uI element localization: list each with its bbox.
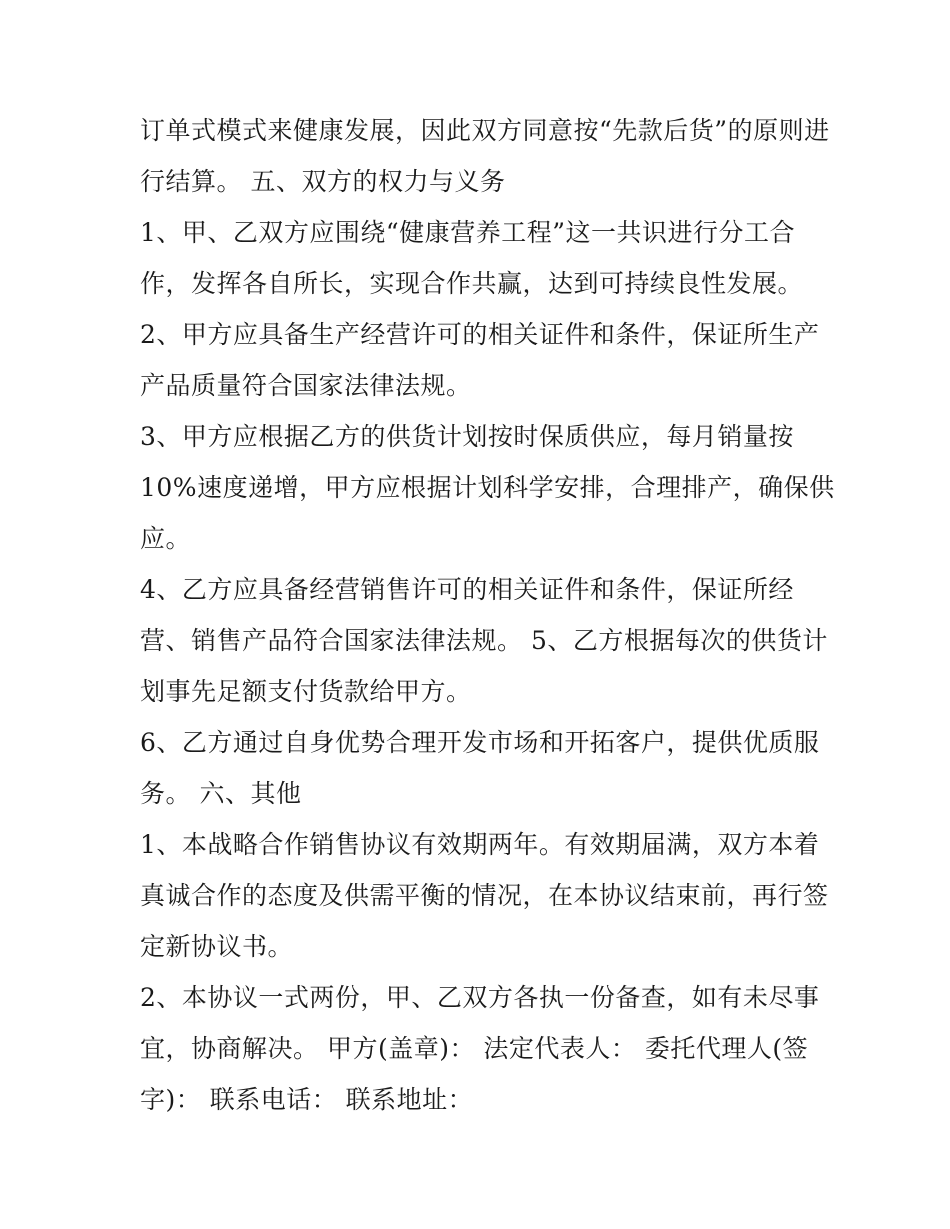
text-line: 应。 (140, 524, 192, 553)
text-line: 10%速度递增，甲方应根据计划科学安排，合理排产，确保供 (140, 473, 835, 502)
text-line: 行结算。 五、双方的权力与义务 (140, 167, 506, 196)
text-line: 定新协议书。 (140, 932, 294, 961)
text-line: 6、乙方通过自身优势合理开发市场和开拓客户，提供优质服 (140, 728, 820, 757)
text-line: 订单式模式来健康发展，因此双方同意按“先款后货”的原则进 (140, 116, 830, 145)
text-line: 字)： 联系电话： 联系地址： (140, 1085, 474, 1114)
text-line: 宜，协商解决。 甲方(盖章)： 法定代表人： 委托代理人(签 (140, 1034, 809, 1063)
text-line: 划事先足额支付货款给甲方。 (140, 677, 472, 706)
contract-text (140, 105, 835, 1125)
text-line: 务。 六、其他 (140, 779, 302, 808)
text-line: 营、销售产品符合国家法律法规。 5、乙方根据每次的供货计 (140, 626, 828, 655)
text-line: 1、甲、乙双方应围绕“健康营养工程”这一共识进行分工合 (140, 218, 795, 247)
text-line: 2、甲方应具备生产经营许可的相关证件和条件，保证所生产 (140, 320, 820, 349)
text-line: 真诚合作的态度及供需平衡的情况，在本协议结束前，再行签 (140, 881, 829, 910)
text-line: 2、本协议一式两份，甲、乙双方各执一份备查，如有未尽事 (140, 983, 820, 1012)
text-line: 产品质量符合国家法律法规。 (140, 371, 472, 400)
text-line: 4、乙方应具备经营销售许可的相关证件和条件，保证所经 (140, 575, 794, 604)
text-line: 1、本战略合作销售协议有效期两年。有效期届满，双方本着 (140, 830, 820, 859)
text-line: 3、甲方应根据乙方的供货计划按时保质供应，每月销量按 (140, 422, 794, 451)
text-line: 作，发挥各自所长，实现合作共赢，达到可持续良性发展。 (140, 269, 804, 298)
